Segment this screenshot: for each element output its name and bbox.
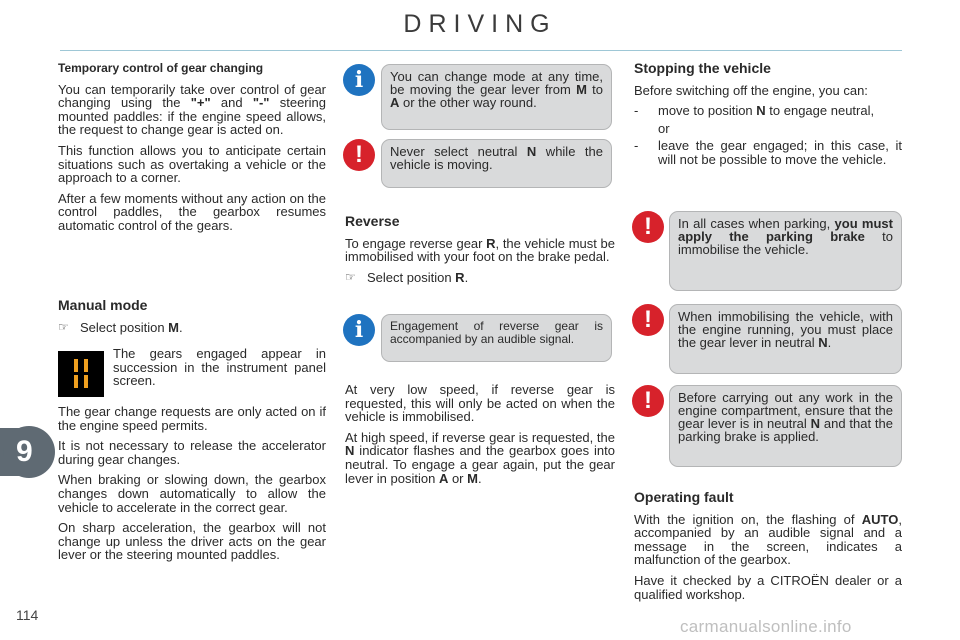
- temp-paragraph-3: After a few moments without any action on the control paddles, the gearbox resumes automatic control of the gears.: [58, 190, 326, 233]
- chapter-number: 9: [16, 435, 33, 468]
- manual-paragraph-7: On sharp acceleration, the gearbox will not change up unless the driver acts on the gear lever or the steering mounted paddles.: [58, 520, 326, 563]
- stopping-option-2: - leave the gear engaged; in this case, it will not be possible to move the vehicle.: [634, 138, 902, 167]
- finger-pointer-icon: ☞: [345, 269, 356, 284]
- stopping-or: or: [658, 120, 670, 136]
- reverse-heading: Reverse: [345, 213, 400, 229]
- stopping-heading: Stopping the vehicle: [634, 60, 771, 76]
- finger-pointer-icon: ☞: [58, 319, 69, 334]
- manual-mode-heading: Manual mode: [58, 297, 148, 313]
- manual-mode-notes: [58, 405, 326, 569]
- fault-paragraph-1: With the ignition on, the flashing of AUTO, accompanied by an audible signal and a message in the screen, indicates a malfunction of the gearbox.: [634, 511, 902, 568]
- manual-mode-section: [58, 299, 326, 341]
- reverse-bullet: ☞ Select position R.: [345, 269, 469, 285]
- header-rule: [60, 50, 902, 51]
- reverse-section: [345, 215, 615, 291]
- temp-paragraph-2: This function allows you to anticipate certain situations such as overtaking a vehicle or the approach to a corner.: [58, 142, 326, 186]
- warning-note-immobilising: When immobilising the vehicle, with the engine running, you must place the gear lever in neutral N.: [669, 304, 902, 374]
- exclamation-icon: !: [343, 139, 375, 171]
- temp-paragraph-1: You can temporarily take over control of gear changing using the "+" and "-" steering mounted paddles: if the engine speed allows, the request to change gear is acted on.: [58, 81, 326, 138]
- stopping-intro: Before switching off the engine, you can:: [634, 82, 868, 98]
- fault-heading: Operating fault: [634, 489, 734, 505]
- manual-paragraph-4: The gear change requests are only acted on if the engine speed permits.: [58, 404, 326, 433]
- gear-display-icon: [58, 351, 104, 397]
- stopping-option-1: - move to position N to engage neutral,: [634, 103, 875, 119]
- manual-paragraph-5: It is not necessary to release the accelerator during gear changes.: [58, 438, 326, 467]
- reverse-notes: [345, 383, 615, 492]
- info-icon: i: [343, 64, 375, 96]
- info-note-reverse-signal: Engagement of reverse gear is accompanied by an audible signal.: [381, 314, 612, 362]
- watermark: carmanualsonline.info: [680, 617, 852, 636]
- warning-note-engine-compartment: Before carrying out any work in the engine compartment, ensure that the gear lever is in neutral N and that the parking brake is applied.: [669, 385, 902, 467]
- page-number: 114: [16, 607, 39, 623]
- screen-text: The gears engaged appear in succession in the instrument panel screen.: [113, 346, 326, 389]
- stopping-section: [634, 62, 902, 171]
- reverse-paragraph-2: At very low speed, if reverse gear is requested, this will only be acted on when the vehicle is immobilised.: [345, 382, 615, 425]
- exclamation-icon: !: [632, 304, 664, 336]
- warning-note-parking-brake: In all cases when parking, you must apply the parking brake to immobilise the vehicle.: [669, 211, 902, 291]
- exclamation-icon: !: [632, 211, 664, 243]
- reverse-paragraph-1: To engage reverse gear R, the vehicle must be immobilised with your foot on the brake pedal.: [345, 235, 615, 265]
- exclamation-icon: !: [632, 385, 664, 417]
- manual-paragraph-6: When braking or slowing down, the gearbox changes down automatically to allow the vehicle to accelerate in the correct gear.: [58, 472, 326, 515]
- page-title: DRIVING: [403, 10, 557, 38]
- left-column: [58, 62, 326, 240]
- info-icon: i: [343, 314, 375, 346]
- fault-paragraph-2: Have it checked by a CITROËN dealer or a qualified workshop.: [634, 572, 902, 602]
- manual-bullet: ☞ Select position M.: [58, 319, 183, 335]
- warning-note-neutral: Never select neutral N while the vehicle is moving.: [381, 139, 612, 188]
- fault-section: [634, 491, 902, 608]
- temp-control-heading: Temporary control of gear changing: [58, 61, 264, 75]
- info-note-change-mode: You can change mode at any time, be moving the gear lever from M to A or the other way round.: [381, 64, 612, 130]
- reverse-paragraph-3: At high speed, if reverse gear is requested, the N indicator flashes and the gearbox goes into neutral. To engage a gear again, put the gear lever in position A or M.: [345, 429, 615, 486]
